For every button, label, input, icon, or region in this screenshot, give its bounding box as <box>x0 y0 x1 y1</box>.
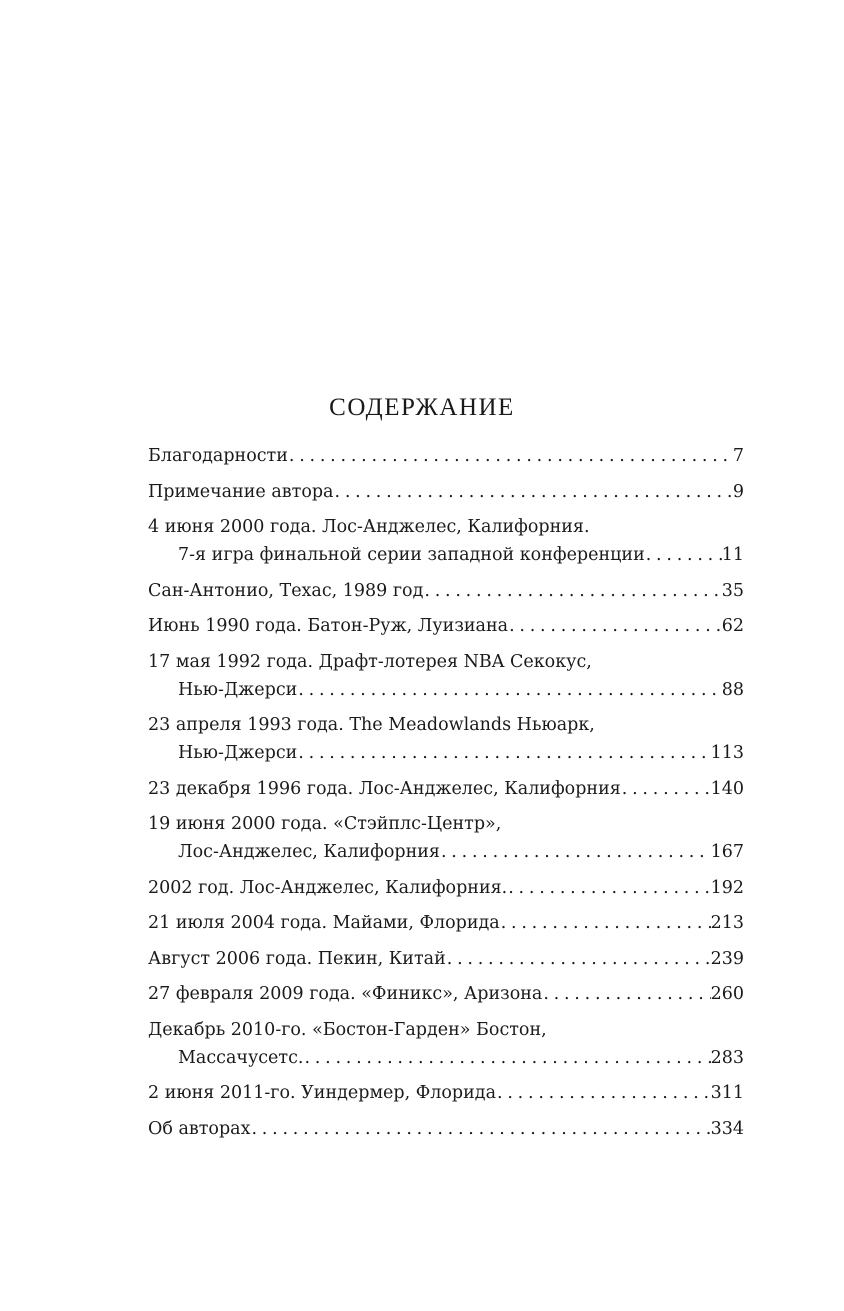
toc-entry <box>148 711 744 767</box>
toc-page-number: 213 <box>710 913 744 933</box>
toc-entry-title: 2 июня 2011-го. Уиндермер, Флорида <box>148 1083 497 1103</box>
toc-entry-line <box>148 442 744 470</box>
toc-entry-line <box>148 513 744 541</box>
toc-leader-dots <box>423 577 721 605</box>
toc-page-number: 88 <box>721 679 744 700</box>
toc-entry <box>148 945 744 973</box>
toc-leader-dots <box>645 541 722 569</box>
toc-entry-title: Массачусетс. <box>178 1047 304 1068</box>
toc-entry-title: Сан-Антонио, Техас, 1989 год <box>148 580 424 601</box>
toc-leader-dots <box>250 1115 710 1143</box>
toc-entry-title: 27 февраля 2009 года. «Финикс», Аризона <box>148 984 543 1004</box>
toc-page-number: 260 <box>710 984 744 1004</box>
toc-entry-title: 19 июня 2000 года. «Стэйплс-Центр», <box>148 814 502 834</box>
toc-entry <box>148 577 744 605</box>
toc-leader-dots <box>542 980 710 1008</box>
toc-leader-dots <box>508 612 722 640</box>
toc-entry-title: 23 декабря 1996 года. Лос-Анджелес, Калифорния <box>148 778 621 799</box>
toc-entry <box>148 513 744 569</box>
toc-entry <box>148 478 744 506</box>
toc-entry-title: 21 июля 2004 года. Майами, Флорида <box>148 913 500 933</box>
toc-entry-line <box>148 980 744 1008</box>
toc-entry-line <box>148 648 744 676</box>
toc-page-number: 311 <box>710 1083 744 1103</box>
toc-entry-line <box>148 874 744 902</box>
toc-entry-line <box>148 739 744 767</box>
toc-entry-title: Нью-Джерси <box>178 743 298 763</box>
toc-page-number: 283 <box>710 1047 744 1068</box>
toc-entry-line <box>148 775 744 803</box>
toc-entry-line <box>148 612 744 640</box>
toc-entry <box>148 612 744 640</box>
toc-entry-title: Благодарности <box>148 446 288 466</box>
toc-entry <box>148 1079 744 1107</box>
toc-leader-dots <box>334 478 733 506</box>
toc-entry-title: Август 2006 года. Пекин, Китай <box>148 948 446 969</box>
toc-page-number: 167 <box>710 842 744 862</box>
toc-entry-title: Декабрь 2010-го. «Бостон-Гарден» Бостон, <box>148 1019 547 1040</box>
toc-entry-title: Об авторах <box>148 1118 251 1139</box>
toc-page-number: 239 <box>710 948 744 969</box>
toc-entry-line <box>148 838 744 866</box>
toc-entry-line <box>148 711 744 739</box>
toc-page-number: 11 <box>721 545 744 565</box>
toc-leader-dots <box>297 676 721 704</box>
toc-entry-title: Лос-Анджелес, Калифорния <box>178 842 440 862</box>
toc-entry-line <box>148 478 744 506</box>
toc-entry <box>148 648 744 704</box>
toc-entry-title: 7-я игра финальной серии западной конференции <box>178 545 645 565</box>
toc-entry-line <box>148 541 744 569</box>
toc-leader-dots <box>440 838 711 866</box>
toc-leader-dots <box>507 874 710 902</box>
toc-entry <box>148 442 744 470</box>
toc-entry <box>148 1016 744 1072</box>
toc-entry <box>148 1115 744 1143</box>
toc-entry-title: 2002 год. Лос-Анджелес, Калифорния. <box>148 877 508 898</box>
toc-page-number: 334 <box>710 1118 744 1139</box>
toc-entry-line <box>148 909 744 937</box>
toc-entry-title: 4 июня 2000 года. Лос-Анджелес, Калифорния. <box>148 517 590 537</box>
toc-entry <box>148 810 744 866</box>
toc-leader-dots <box>496 1079 711 1107</box>
toc-entry-line <box>148 1044 744 1072</box>
toc-entry-title: 23 апреля 1993 года. The Meadowlands Ньюарк, <box>148 715 595 735</box>
toc-page-number: 62 <box>721 616 744 636</box>
toc-entry-line <box>148 810 744 838</box>
toc-entry-line <box>148 676 744 704</box>
toc-page-number: 35 <box>721 580 744 601</box>
toc-page-number: 140 <box>710 778 744 799</box>
toc-page-number: 9 <box>732 481 744 502</box>
toc-leader-dots <box>500 909 711 937</box>
toc-entry-title: Нью-Джерси <box>178 679 298 700</box>
toc-leader-dots <box>297 739 710 767</box>
toc-entry <box>148 909 744 937</box>
toc-leader-dots <box>303 1044 710 1072</box>
page-title: СОДЕРЖАНИЕ <box>329 394 515 421</box>
toc-entry-line <box>148 1016 744 1044</box>
toc-page-number: 7 <box>732 446 744 466</box>
toc-leader-dots <box>288 442 733 470</box>
toc-entry-title: Июнь 1990 года. Батон-Руж, Луизиана <box>148 616 509 636</box>
toc-leader-dots <box>621 775 711 803</box>
table-of-contents <box>148 442 744 1150</box>
toc-entry <box>148 874 744 902</box>
toc-entry-line <box>148 945 744 973</box>
toc-entry-line <box>148 1115 744 1143</box>
toc-entry-title: 17 мая 1992 года. Драфт-лотерея NBA Секокус, <box>148 651 592 672</box>
toc-entry <box>148 980 744 1008</box>
toc-entry-title: Примечание автора <box>148 481 334 502</box>
toc-page-number: 192 <box>710 877 744 898</box>
toc-entry-line <box>148 1079 744 1107</box>
toc-entry-line <box>148 577 744 605</box>
toc-page-number: 113 <box>710 743 744 763</box>
toc-leader-dots <box>446 945 711 973</box>
toc-entry <box>148 775 744 803</box>
